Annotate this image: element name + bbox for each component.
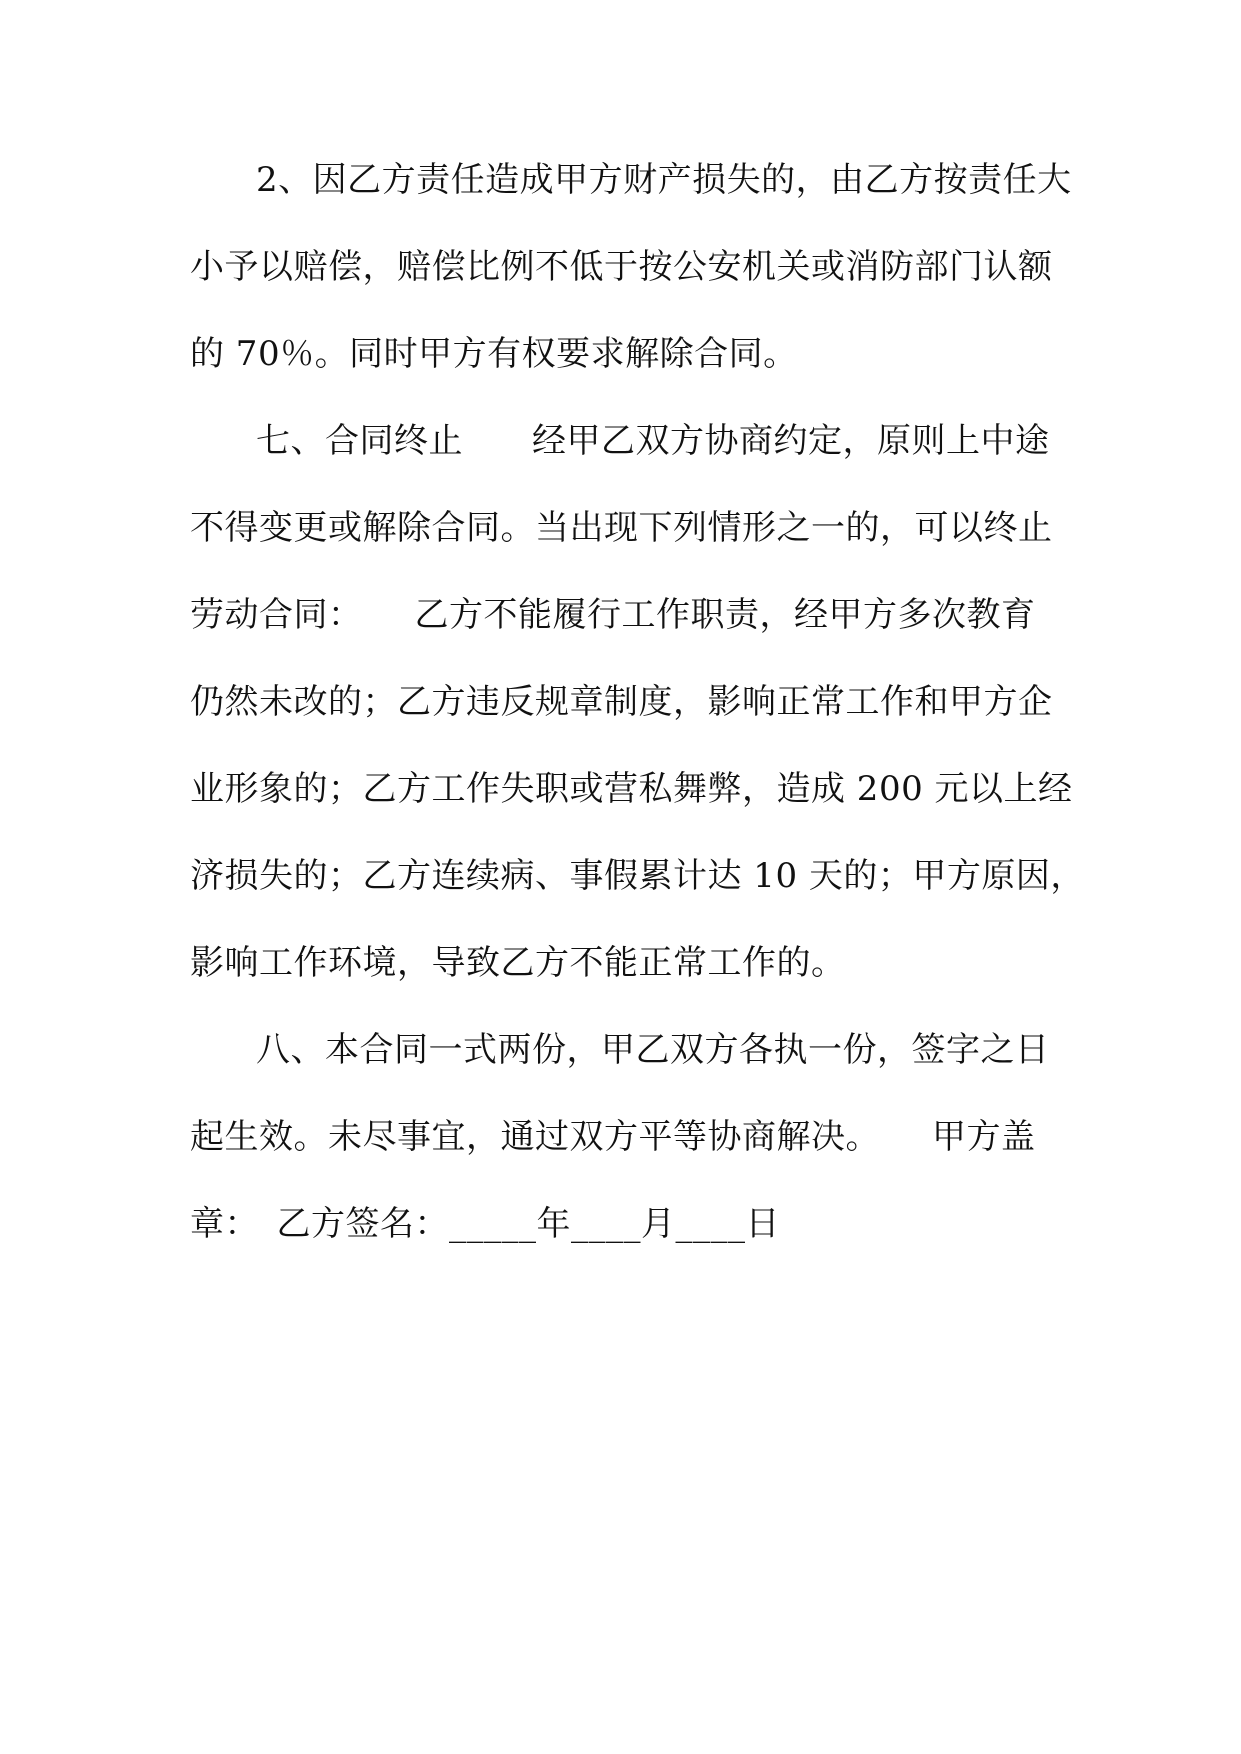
- paragraph-line: 仍然未改的；乙方违反规章制度，影响正常工作和甲方企: [190, 682, 1053, 722]
- paragraph-line: 起生效。未尽事宜，通过双方平等协商解决。 甲方盖: [190, 1117, 1036, 1157]
- paragraph-line: 小予以赔偿，赔偿比例不低于按公安机关或消防部门认额: [190, 247, 1053, 287]
- paragraph-line: 劳动合同： 乙方不能履行工作职责，经甲方多次教育: [190, 595, 1036, 635]
- paragraph-line: 不得变更或解除合同。当出现下列情形之一的，可以终止: [190, 508, 1053, 548]
- paragraph-line: 业形象的；乙方工作失职或营私舞弊，造成 200 元以上经: [190, 769, 1073, 809]
- paragraph-line: 济损失的；乙方连续病、事假累计达 10 天的；甲方原因，: [190, 856, 1085, 896]
- section-heading-line: 七、合同终止 经甲乙双方协商约定，原则上中途: [256, 421, 1050, 461]
- section-heading-line: 八、本合同一式两份，甲乙双方各执一份，签字之日: [256, 1030, 1050, 1070]
- paragraph-line: 2、因乙方责任造成甲方财产损失的，由乙方按责任大: [256, 160, 1072, 200]
- signature-line: 章： 乙方签名：_____年____月____日: [190, 1204, 780, 1244]
- paragraph-line: 影响工作环境，导致乙方不能正常工作的。: [190, 943, 846, 983]
- paragraph-line: 的 70％。同时甲方有权要求解除合同。: [190, 334, 798, 374]
